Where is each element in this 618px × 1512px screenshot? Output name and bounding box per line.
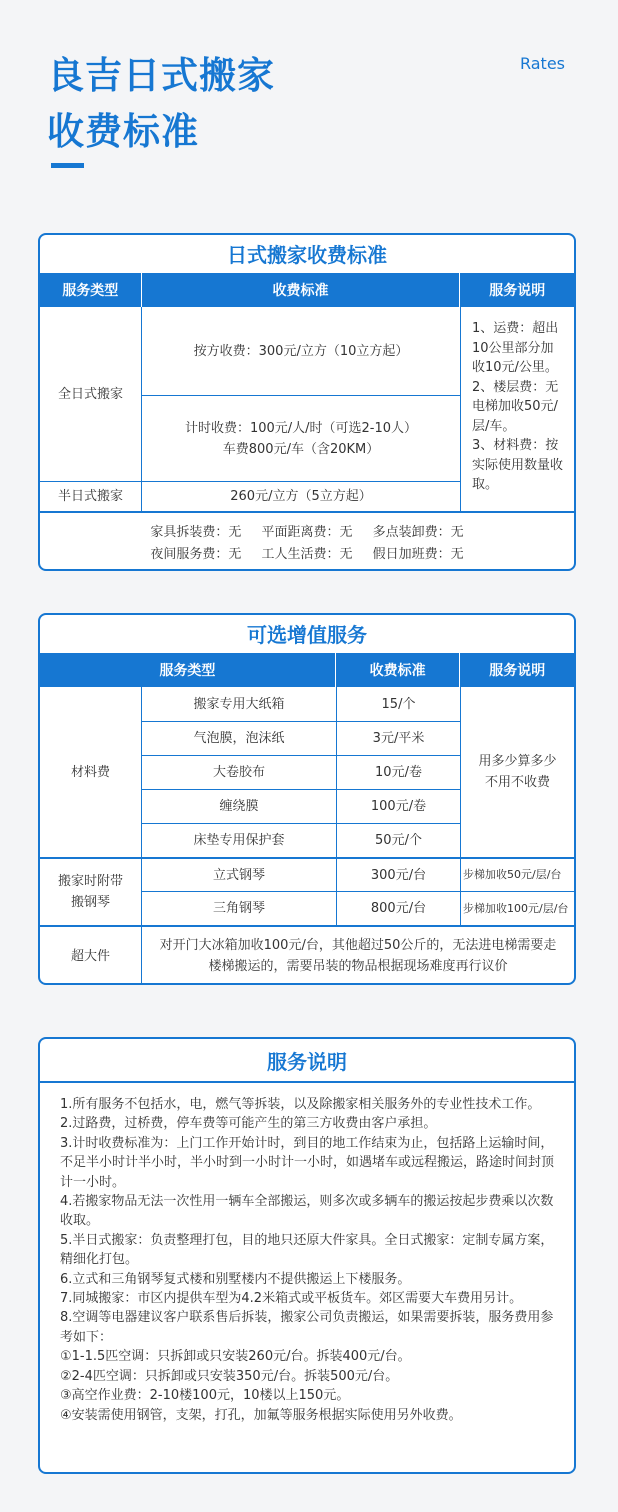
full-rate-hourly-line1: 计时收费：100元/人/时（可选2-10人） — [184, 420, 418, 436]
full-service-type: 全日式搬家 — [57, 386, 123, 402]
material-name: 气泡膜，泡沫纸 — [141, 721, 336, 755]
half-rate: 260元/立方（5立方起） — [141, 481, 460, 511]
pricing-note: 1、运费：超出10公里部分加收10元/公里。 — [472, 321, 559, 375]
header-rate: 收费标准 — [142, 273, 461, 307]
page-title-line2: 收费标准 — [47, 110, 199, 153]
service-note: 6.立式和三角钢琴复式楼和别墅楼内不提供搬运上下楼服务。 — [60, 1271, 411, 1287]
material-price: 3元/平米 — [336, 721, 460, 755]
service-note: 1.所有服务不包括水，电，燃气等拆装，以及除搬家相关服务外的专业性技术工作。 — [60, 1097, 541, 1112]
title-accent-bar — [51, 163, 84, 168]
service-note: 7.同城搬家：市区内提供车型为4.2米箱式或平板货车。郊区需要大车费用另计。 — [60, 1291, 523, 1307]
service-note: 3.计时收费标准为：上门工作开始计时，到目的地工作结束为止，包括路上运输时间，不足半小时计半小时，半小时到一小时计一小时，如遇堵车或远程搬运，路途时间封顶计一小时。 — [60, 1135, 555, 1190]
service-note: ①1-1.5匹空调：只拆卸或只安装260元/台。拆装400元/台。 — [60, 1349, 411, 1365]
service-note: 4.若搬家物品无法一次性用一辆车全部搬运，则多次或多辆车的搬运按起步费乘以次数收取。 — [60, 1194, 554, 1229]
full-rate-hourly-line2: 车费800元/车（含20KM） — [222, 441, 380, 457]
piano-type: 搬家时附带搬钢琴 — [40, 857, 141, 925]
header-service-type: 服务类型 — [40, 273, 142, 307]
full-rate-hourly — [141, 395, 460, 481]
service-note: ④安装需使用钢管，支架，打孔，加氟等服务根据实际使用另外收费。 — [60, 1407, 462, 1423]
fee-item: 家具拆装费：无 — [150, 525, 242, 540]
material-price: 15/个 — [336, 687, 460, 721]
addon-card-title: 可选增值服务 — [247, 623, 367, 647]
service-notes-title: 服务说明 — [267, 1050, 347, 1074]
material-price: 10元/卷 — [336, 755, 460, 789]
piano-note: 步梯加收50元/层/台 — [460, 857, 574, 891]
full-rate-volume: 按方收费：300元/立方（10立方起） — [141, 307, 460, 395]
header-description: 服务说明 — [489, 283, 546, 299]
oversize-type: 超大件 — [40, 925, 141, 985]
page-title-line1: 良吉日式搬家 — [47, 54, 275, 97]
service-note: ③高空作业费：2-10楼100元，10楼以上150元。 — [60, 1388, 350, 1404]
service-note: ②2-4匹空调：只拆卸或只安装350元/台。拆装500元/台。 — [60, 1368, 399, 1384]
material-name: 缠绕膜 — [141, 789, 336, 823]
free-fees — [40, 511, 574, 571]
pricing-note: 2、楼层费：无电梯加收50元/层/车。 — [472, 379, 559, 434]
materials-type: 材料费 — [70, 764, 110, 780]
header-description: 服务说明 — [489, 663, 546, 679]
addon-card — [38, 613, 576, 985]
header-service-type: 服务类型 — [40, 653, 336, 687]
service-note: 2.过路费，过桥费，停车费等可能产生的第三方收费由客户承担。 — [60, 1116, 437, 1132]
header-rate: 收费标准 — [336, 653, 461, 687]
piano-name: 三角钢琴 — [141, 891, 336, 925]
rates-tag: Rates — [519, 54, 565, 73]
service-notes-card — [38, 1037, 576, 1474]
material-price: 50元/个 — [336, 823, 460, 857]
fee-item: 多点装卸费：无 — [372, 525, 464, 540]
half-service-type: 半日式搬家 — [40, 481, 141, 511]
service-note: 5.半日式搬家：负责整理打包，目的地只还原大件家具。全日式搬家：定制专属方案，精细化打包。 — [60, 1232, 554, 1268]
free-fees-row — [40, 544, 574, 566]
pricing-card-title: 日式搬家收费标准 — [227, 243, 387, 267]
material-name: 床垫专用保护套 — [141, 823, 336, 857]
material-name: 大卷胶布 — [141, 755, 336, 789]
piano-note: 步梯加收100元/层/台 — [460, 891, 574, 925]
material-price: 100元/卷 — [336, 789, 460, 823]
service-notes-list — [40, 1081, 574, 1425]
page-title — [47, 48, 275, 160]
pricing-table-header — [40, 273, 574, 307]
pricing-note: 3、材料费：按实际使用数量收取。 — [472, 438, 564, 492]
pricing-table-body — [40, 307, 574, 571]
materials-note: 用多少算多少不用不收费 — [460, 687, 574, 857]
fee-item: 夜间服务费：无 — [150, 547, 242, 562]
piano-price: 300元/台 — [336, 857, 460, 891]
pricing-notes — [460, 307, 574, 511]
piano-price: 800元/台 — [336, 891, 460, 925]
addon-table-header — [40, 653, 574, 687]
addon-table-body — [40, 687, 574, 985]
fee-item: 假日加班费：无 — [372, 547, 464, 562]
fee-item: 工人生活费：无 — [261, 547, 353, 562]
free-fees-row — [40, 522, 574, 544]
material-name: 搬家专用大纸箱 — [141, 687, 336, 721]
oversize-desc: 对开门大冰箱加收100元/台，其他超过50公斤的，无法进电梯需要走楼梯搬运的，需要吊装的物品根据现场难度再行议价 — [141, 925, 574, 985]
piano-name: 立式钢琴 — [141, 857, 336, 891]
pricing-card — [38, 233, 576, 571]
fee-item: 平面距离费：无 — [261, 525, 353, 540]
service-note: 8.空调等电器建议客户联系售后拆装，搬家公司负责搬运，如果需要拆装，服务费用参考如下： — [60, 1310, 554, 1345]
